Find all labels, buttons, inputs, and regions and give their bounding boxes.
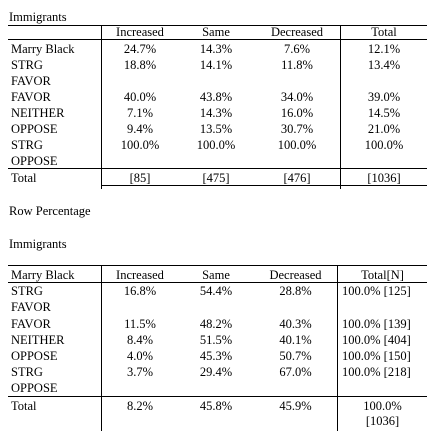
table-cell: 100.0% [404] <box>342 333 411 347</box>
row-label: STRG <box>11 365 43 379</box>
table-cell: 100.0% [139] <box>342 317 411 331</box>
table-cell: 21.0% <box>367 122 401 136</box>
table-cell: 16.8% <box>123 284 157 298</box>
table-cell: 7.1% <box>126 106 154 120</box>
table-cell: 3.7% <box>126 365 154 379</box>
table-cell: 11.8% <box>281 58 313 72</box>
table-cell: 29.4% <box>199 365 233 379</box>
table-cell: 50.7% <box>279 349 312 363</box>
table-cell: [475] <box>202 171 230 185</box>
table-cell: 13.5% <box>199 122 233 136</box>
table-cell-continued: [1036] <box>365 414 400 428</box>
row-label-continued: OPPOSE <box>11 381 58 395</box>
table-cell: 14.3% <box>199 106 233 120</box>
table-cell: 100.0% <box>363 399 402 413</box>
table-cell: 100.0% [150] <box>342 349 411 363</box>
table-cell: 16.0% <box>280 106 314 120</box>
row-label-continued: FAVOR <box>11 74 51 88</box>
row-label: Total <box>11 171 37 185</box>
row-label: NEITHER <box>11 333 65 347</box>
table-cell: 14.5% <box>367 106 401 120</box>
table-cell: [1036] <box>367 171 401 185</box>
table2-header-rule <box>8 282 427 283</box>
row-label: Marry Black <box>11 42 75 56</box>
row-label: STRG <box>11 58 43 72</box>
table-cell: 34.0% <box>280 90 314 104</box>
column-header: Total[N] <box>361 268 404 282</box>
row-label: FAVOR <box>11 317 51 331</box>
row-percentage-heading: Row Percentage <box>9 204 91 218</box>
table-cell: [476] <box>283 171 311 185</box>
table-cell: 11.5% <box>124 317 156 331</box>
table-cell: 100.0% [218] <box>342 365 411 379</box>
table-cell: 24.7% <box>123 42 157 56</box>
row-label: OPPOSE <box>11 349 58 363</box>
table-cell: 43.8% <box>199 90 233 104</box>
row-label: FAVOR <box>11 90 51 104</box>
table-cell: 39.0% <box>367 90 401 104</box>
table-cell: 14.1% <box>199 58 233 72</box>
column-header: Decreased <box>269 268 322 282</box>
table2-title: Immigrants <box>9 237 67 251</box>
table-cell: 40.3% <box>279 317 312 331</box>
table1-title: Immigrants <box>9 10 67 24</box>
corner-label: Marry Black <box>11 268 75 282</box>
table-cell: 54.4% <box>199 284 233 298</box>
row-label-continued: FAVOR <box>11 300 51 314</box>
row-label: OPPOSE <box>11 122 58 136</box>
table-cell: 48.2% <box>199 317 233 331</box>
row-label: STRG <box>11 138 43 152</box>
table-cell: 51.5% <box>199 333 233 347</box>
table-cell: 100.0% [125] <box>342 284 411 298</box>
table-cell: 67.0% <box>279 365 312 379</box>
table-cell: [85] <box>129 171 151 185</box>
table-cell: 100.0% <box>277 138 317 152</box>
table-cell: 100.0% <box>120 138 160 152</box>
table-cell: 100.0% <box>364 138 404 152</box>
table-cell: 30.7% <box>280 122 314 136</box>
table1-total-rule <box>8 168 427 169</box>
column-header: Same <box>202 268 230 282</box>
column-header: Decreased <box>270 25 324 39</box>
table-cell: 9.4% <box>126 122 154 136</box>
table-cell: 45.3% <box>199 349 233 363</box>
table-cell: 13.4% <box>367 58 401 72</box>
column-header: Increased <box>116 25 164 39</box>
column-header: Same <box>202 25 230 39</box>
table-cell: 100.0% <box>196 138 236 152</box>
table-cell: 4.0% <box>126 349 154 363</box>
table-cell: 28.8% <box>279 284 312 298</box>
row-label: Total <box>11 399 37 413</box>
table-cell: 40.0% <box>123 90 157 104</box>
table-cell: 14.3% <box>199 42 233 56</box>
table-cell: 8.4% <box>126 333 154 347</box>
column-header: Total <box>371 25 397 39</box>
row-label: STRG <box>11 284 43 298</box>
table1-bottom-rule <box>101 185 427 186</box>
table1-header-rule <box>8 39 427 40</box>
table2-total-rule <box>8 396 427 397</box>
table-cell: 45.9% <box>279 399 312 413</box>
table-cell: 45.8% <box>199 399 233 413</box>
table-cell: 18.8% <box>123 58 157 72</box>
table-cell: 7.6% <box>283 42 311 56</box>
table-cell: 8.2% <box>126 399 154 413</box>
table-cell: 40.1% <box>279 333 312 347</box>
row-label-continued: OPPOSE <box>11 154 58 168</box>
table-cell: 12.1% <box>367 42 401 56</box>
column-header: Increased <box>116 268 164 282</box>
row-label: NEITHER <box>11 106 65 120</box>
